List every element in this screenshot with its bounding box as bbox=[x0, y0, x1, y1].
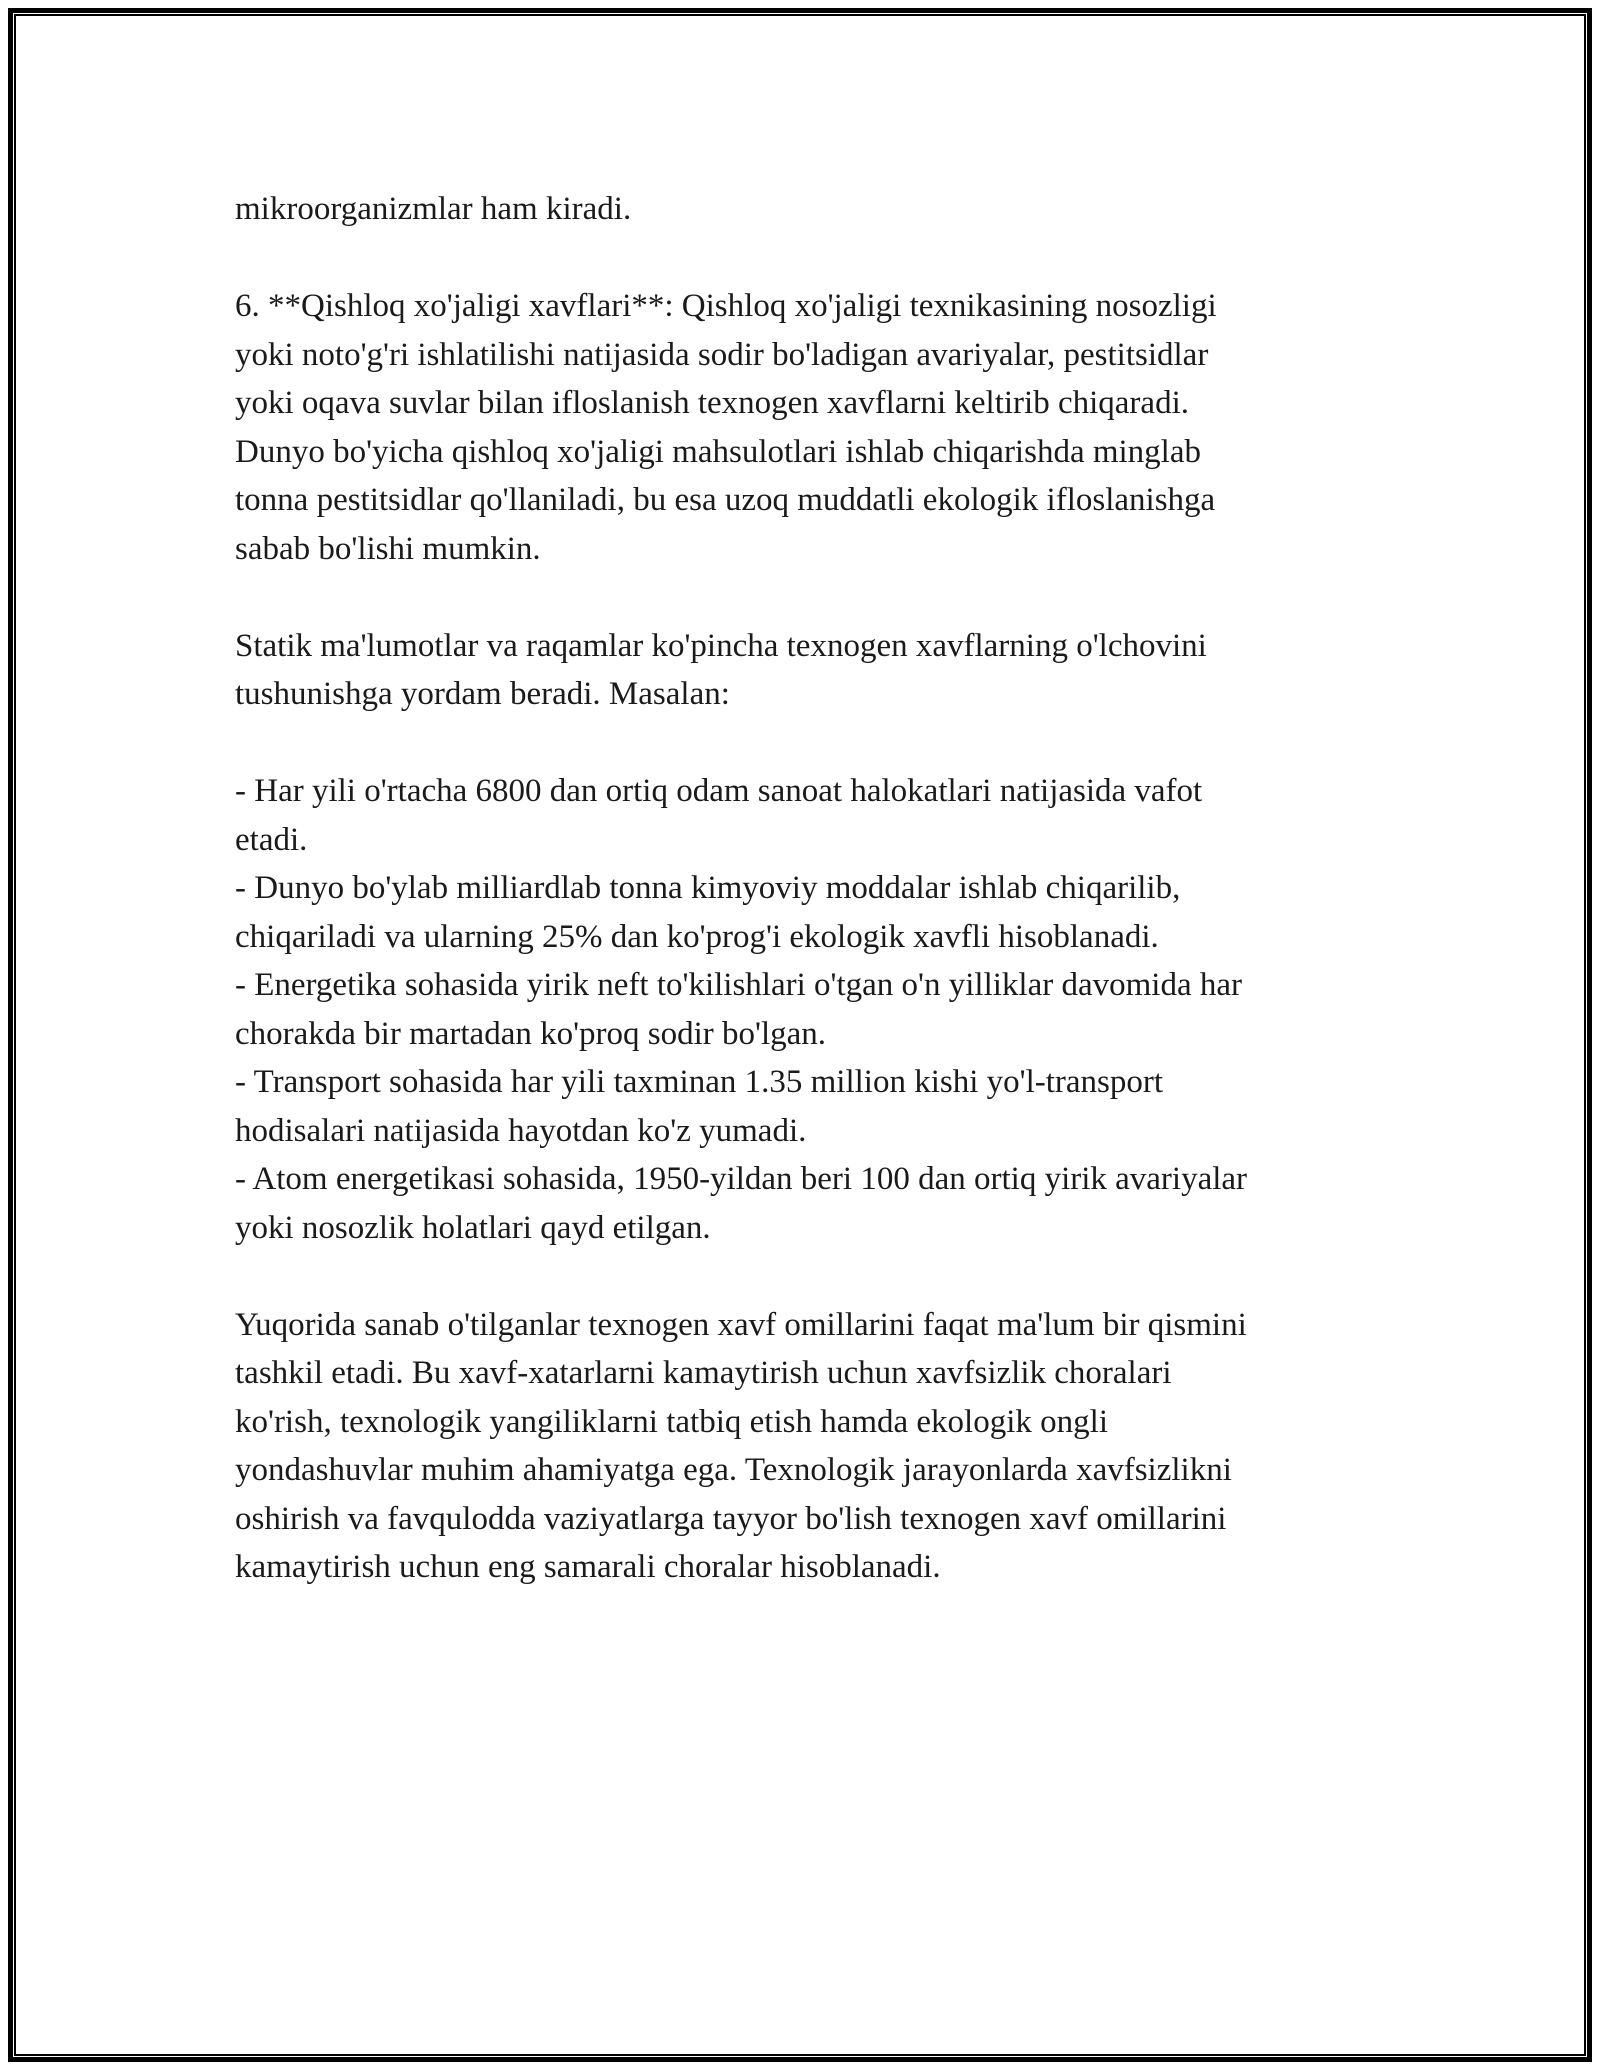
text-line: Statik ma'lumotlar va raqamlar ko'pincha texnogen xavflarning o'lchovini bbox=[235, 627, 1207, 664]
paragraph-gap bbox=[235, 719, 1375, 768]
text-line: tushunishga yordam beradi. Masalan: bbox=[235, 676, 730, 712]
document-body bbox=[235, 185, 1375, 1592]
paragraph-gap bbox=[235, 1252, 1375, 1301]
paragraph-agriculture-hazards bbox=[235, 282, 1375, 573]
paragraph-conclusion bbox=[235, 1301, 1375, 1592]
paragraph-gap bbox=[235, 234, 1375, 283]
list-item-line: - Transport sohasida har yili taxminan 1.35 million kishi yo'l-transport bbox=[235, 1064, 1164, 1100]
paragraph-statistics-list bbox=[235, 767, 1375, 1252]
text-line: oshirish va favqulodda vaziyatlarga tayyor bo'lish texnogen xavf omillarini bbox=[235, 1500, 1227, 1537]
text-line: ko'rish, texnologik yangiliklarni tatbiq etish hamda ekologik ongli bbox=[235, 1403, 1108, 1440]
text-line: kamaytirish uchun eng samarali choralar hisoblanadi. bbox=[235, 1549, 941, 1585]
text-line: yoki oqava suvlar bilan ifloslanish texnogen xavflarni keltirib chiqaradi. bbox=[235, 385, 1189, 421]
paragraph-statistics-intro bbox=[235, 622, 1375, 719]
list-item-line: hodisalari natijasida hayotdan ko'z yumadi. bbox=[235, 1112, 807, 1149]
list-item-line: - Energetika sohasida yirik neft to'kilishlari o'tgan o'n yilliklar davomida har bbox=[235, 967, 1242, 1003]
list-item-line: - Dunyo bo'ylab milliardlab tonna kimyoviy moddalar ishlab chiqarilib, bbox=[235, 870, 1181, 906]
text-line: tashkil etadi. Bu xavf-xatarlarni kamaytirish uchun xavfsizlik choralari bbox=[235, 1355, 1172, 1391]
list-item-line: chorakda bir martadan ko'proq sodir bo'lgan. bbox=[235, 1015, 827, 1052]
list-item-line: - Atom energetikasi sohasida, 1950-yildan beri 100 dan ortiq yirik avariyalar bbox=[235, 1161, 1248, 1197]
text-line: tonna pestitsidlar qo'llaniladi, bu esa uzoq muddatli ekologik ifloslanishga bbox=[235, 482, 1216, 518]
text-line: Yuqorida sanab o'tilganlar texnogen xavf omillarini faqat ma'lum bir qismini bbox=[235, 1306, 1247, 1343]
list-item-line: chiqariladi va ularning 25% dan ko'prog'i ekologik xavfli hisoblanadi. bbox=[235, 918, 1159, 955]
text-line: yoki noto'g'ri ishlatilishi natijasida sodir bo'ladigan avariyalar, pestitsidlar bbox=[235, 336, 1209, 373]
list-item-line: etadi. bbox=[235, 821, 308, 858]
text-line: Dunyo bo'yicha qishloq xo'jaligi mahsulotlari ishlab chiqarishda minglab bbox=[235, 433, 1201, 470]
text-line: 6. **Qishloq xo'jaligi xavflari**: Qishloq xo'jaligi texnikasining nosozligi bbox=[235, 288, 1217, 324]
list-item-line: - Har yili o'rtacha 6800 dan ortiq odam sanoat halokatlari natijasida vafot bbox=[235, 773, 1203, 809]
list-item-line: yoki nosozlik holatlari qayd etilgan. bbox=[235, 1209, 711, 1246]
text-line: yondashuvlar muhim ahamiyatga ega. Texnologik jarayonlarda xavfsizlikni bbox=[235, 1452, 1232, 1488]
paragraph-gap bbox=[235, 573, 1375, 622]
text-line: sabab bo'lishi mumkin. bbox=[235, 530, 541, 567]
paragraph-continuation bbox=[235, 185, 1375, 234]
text-line: mikroorganizmlar ham kiradi. bbox=[235, 191, 632, 227]
